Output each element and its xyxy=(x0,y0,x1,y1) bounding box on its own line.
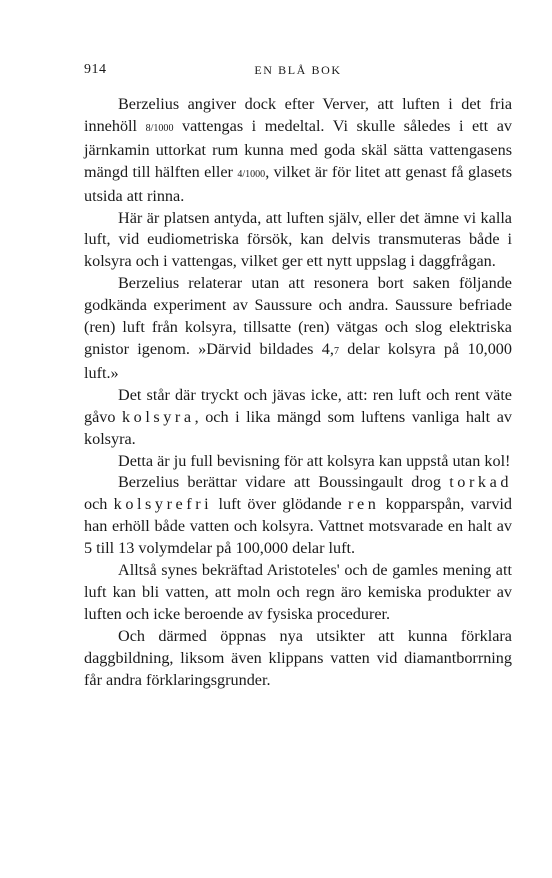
fraction: 7 xyxy=(333,345,339,357)
paragraph xyxy=(84,94,512,208)
paragraph xyxy=(84,472,512,560)
text-run: Detta är ju full bevisning för att kolsyra kan uppstå utan kol! xyxy=(118,451,511,470)
text-run: Alltså synes bekräftad Aristoteles' och de gamles mening att luft kan bli vatten, att moln och regn äro kemiska produkter av luften och icke beroende av fysiska procedurer. xyxy=(84,561,512,623)
paragraph xyxy=(84,273,512,385)
page-header xyxy=(84,62,512,84)
paragraph xyxy=(84,560,512,626)
paragraph xyxy=(84,208,512,274)
text-run: Och därmed öppnas nya utsikter att kunna förklara daggbildning, liksom även klippans vatten vid diamantborrning får andra förklaringsgrunder. xyxy=(84,626,512,689)
text-run: delar kolsyra på 10,000 luft.» xyxy=(84,339,512,382)
paragraph xyxy=(84,451,512,473)
running-head: EN BLÅ BOK xyxy=(254,63,342,77)
text-run: , vilket är för litet att genast få glasets utsida att rinna. xyxy=(84,162,513,205)
body-text xyxy=(84,94,512,691)
text-run: Det står där tryckt och jävas icke, att: ren luft och rent väte gåvo xyxy=(84,385,512,426)
spaced-emphasis: ren xyxy=(348,495,380,514)
fraction: 4/1000 xyxy=(237,168,266,180)
text-run: Här är platsen antyda, att luften själv, eller det ämne vi kalla luft, vid eudiometriska försök, kan delvis transmuteras både i kolsyra och i vattengas, vilket ger ett nytt uppslag i daggfrågan. xyxy=(84,208,512,271)
text-run: Berzelius angiver dock efter Verver, att luften i det fria innehöll xyxy=(84,95,512,135)
spaced-emphasis: torkad xyxy=(449,473,512,492)
text-run: Berzelius berättar vidare att Boussingault drog xyxy=(118,473,450,492)
fraction: 8/1000 xyxy=(145,122,174,134)
spaced-emphasis: kolsyrefri xyxy=(113,495,213,514)
text-run: , och i lika mängd som luftens vanliga halt av kolsyra. xyxy=(84,407,512,448)
text-run: kopparspån, varvid han erhöll både vatten och kolsyra. Vattnet motsvarade en halt av 5 till 13 volymdelar på 100,000 delar luft. xyxy=(84,495,513,558)
paragraph xyxy=(84,626,512,692)
text-run: luft över glödande xyxy=(212,495,349,514)
page-number: 914 xyxy=(84,62,107,77)
text-run: och xyxy=(84,495,114,514)
text-run: vattengas i medeltal. Vi skulle således i ett av järnkamin uttorkat rum kunna med goda skäl sätta vattengasens mängd till hälften eller xyxy=(84,116,512,181)
text-run: Berzelius relaterar utan att resonera bort saken följande godkända experiment av Saussure och andra. Saussure befriade (ren) luft från kolsyra, tillsatte (ren) vätgas och slog elektriska gnistor igenom. »Därvid bildades 4, xyxy=(84,274,512,358)
paragraph xyxy=(84,385,512,451)
spaced-emphasis: kolsyra xyxy=(122,407,195,426)
